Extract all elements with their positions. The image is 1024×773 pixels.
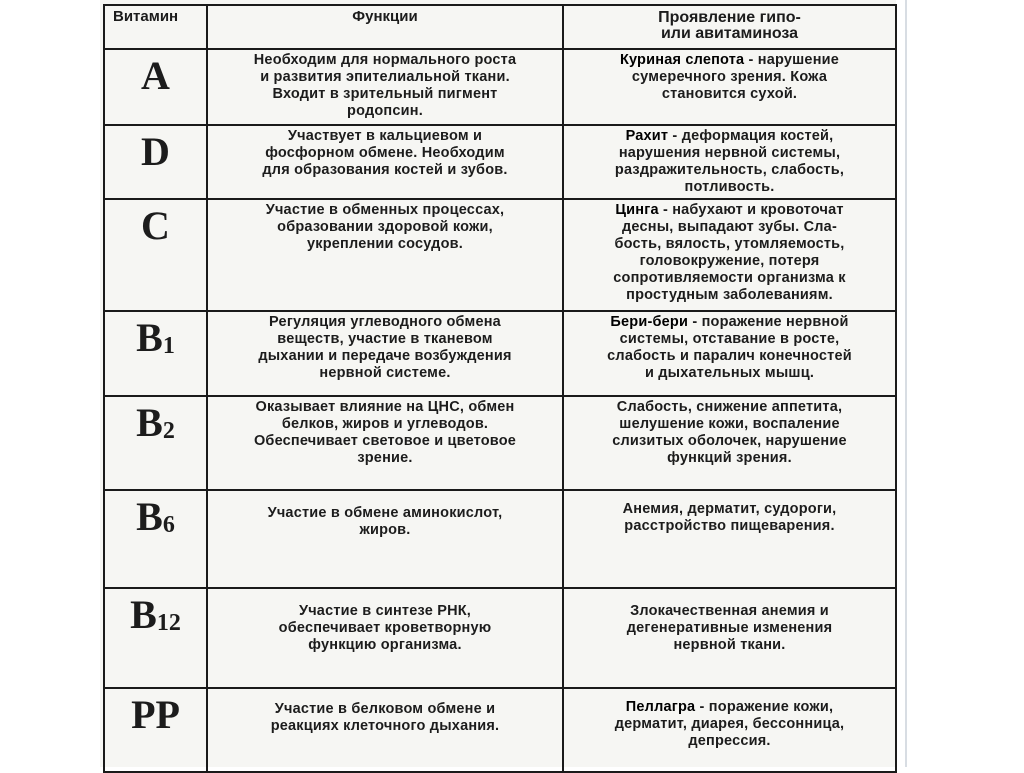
vitamin-name: PP	[104, 688, 207, 772]
vitamin-functions: Участие в синтезе РНК, обеспечивает кроветворную функцию организма.	[207, 588, 563, 688]
vitamin-name: $B_1$	[104, 311, 207, 396]
vitamin-deficiency: Анемия, дерматит, судороги, расстройство пищеварения.	[563, 490, 896, 588]
vitamin-name: $B_{12}$	[104, 588, 207, 688]
header-vitamin: Витамин	[104, 5, 207, 49]
vitamin-deficiency: Пеллагра - поражение кожи, дерматит, диарея, бессонница, депрессия.	[563, 688, 896, 772]
vitamin-deficiency: Куриная слепота - нарушение сумеречного зрения. Кожа становится сухой.	[563, 49, 896, 125]
table-row	[104, 125, 896, 199]
table-row	[104, 49, 896, 125]
table-row	[104, 688, 896, 772]
vitamin-deficiency: Рахит - деформация костей, нарушения нервной системы, раздражительность, слабость, потливость.	[563, 125, 896, 199]
slide-edge-divider	[905, 0, 907, 767]
vitamin-functions: Участие в обмене аминокислот, жиров.	[207, 490, 563, 588]
table-row	[104, 490, 896, 588]
vitamin-name: $B_2$	[104, 396, 207, 490]
header-deficiency: Проявление гипо- или авитаминоза	[563, 5, 896, 49]
vitamin-name: C	[104, 199, 207, 311]
vitamin-functions: Участвует в кальциевом и фосфорном обмене. Необходим для образования костей и зубов.	[207, 125, 563, 199]
vitamin-deficiency: Слабость, снижение аппетита, шелушение кожи, воспаление слизитых оболочек, нарушение функций зрения.	[563, 396, 896, 490]
vitamin-deficiency: Злокачественная анемия и дегенеративные изменения нервной ткани.	[563, 588, 896, 688]
vitamin-deficiency: Цинга - набухают и кровоточат десны, выпадают зубы. Сла- бость, вялость, утомляемость, головокружение, потеря сопротивляемости организма к простудным заболеваниям.	[563, 199, 896, 311]
table-row	[104, 396, 896, 490]
table-row	[104, 199, 896, 311]
table-row	[104, 588, 896, 688]
vitamin-deficiency: Бери-бери - поражение нервной системы, отставание в росте, слабость и паралич конечностей и дыхательных мышц.	[563, 311, 896, 396]
vitamin-name: A	[104, 49, 207, 125]
vitamin-functions: Участие в обменных процессах, образовании здоровой кожи, укреплении сосудов.	[207, 199, 563, 311]
table-row	[104, 311, 896, 396]
vitamin-functions: Регуляция углеводного обмена веществ, участие в тканевом дыхании и передаче возбуждения нервной системе.	[207, 311, 563, 396]
vitamin-functions: Необходим для нормального роста и развития эпителиальной ткани. Входит в зрительный пигмент родопсин.	[207, 49, 563, 125]
vitamin-functions: Оказывает влияние на ЦНС, обмен белков, жиров и углеводов. Обеспечивает световое и цветовое зрение.	[207, 396, 563, 490]
header-functions: Функции	[207, 5, 563, 49]
vitamin-name: D	[104, 125, 207, 199]
table-header-row	[104, 5, 896, 49]
vitamin-functions: Участие в белковом обмене и реакциях клеточного дыхания.	[207, 688, 563, 772]
vitamin-table	[103, 4, 897, 773]
vitamin-name: $B_6$	[104, 490, 207, 588]
